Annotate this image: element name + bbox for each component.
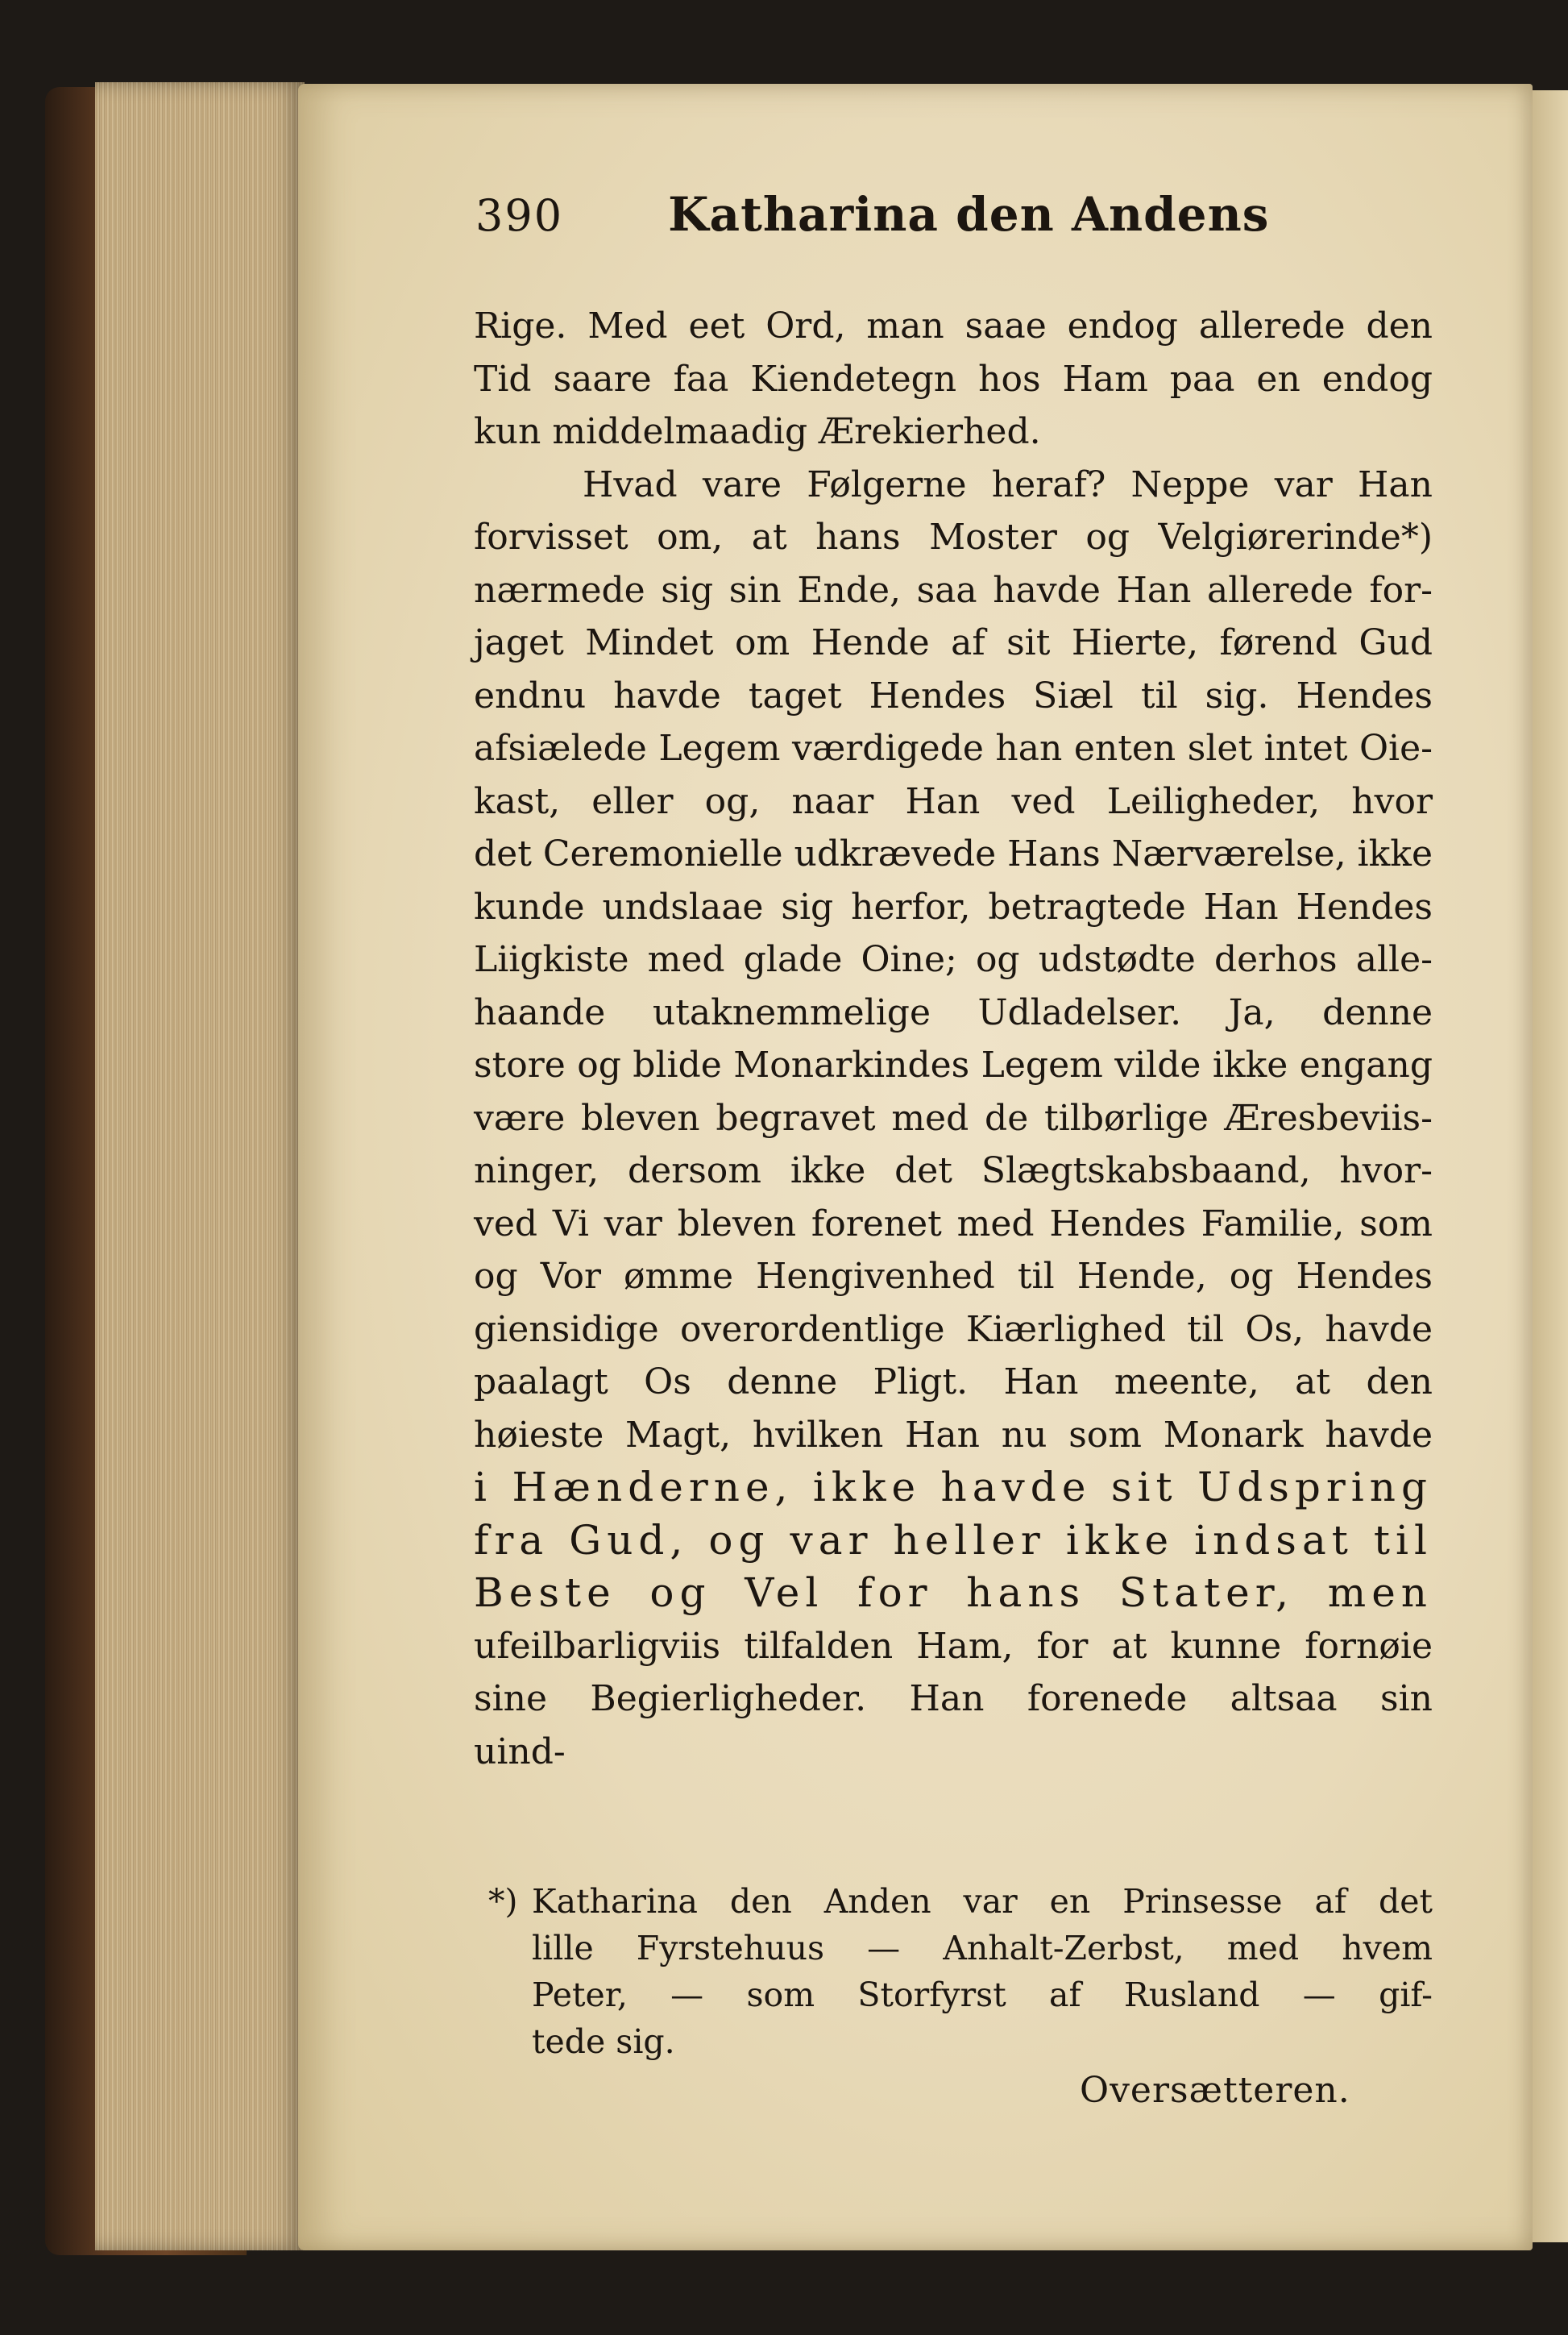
text-line-emphasized: fra Gud, og var heller ikke indsat til [474,1516,1433,1564]
footnote-line: tede sig. [532,2022,675,2061]
text-line-emphasized: Beste og Vel for hans Stater, men [474,1569,1433,1616]
text-line: Hvad vare Følgerne heraf? Neppe var Han [583,463,1433,505]
text-line: og Vor ømme Hengivenhed til Hende, og Hendes [474,1256,1433,1297]
footnote-signature: Oversætteren. [1080,2070,1350,2111]
text-line: paalagt Os denne Pligt. Han meente, at den [474,1361,1433,1402]
page-header [475,187,1281,260]
text-line: kunde undslaae sig herfor, betragtede Han Hendes [474,886,1433,928]
page-number: 390 [475,190,564,241]
text-line: giensidige overordentlige Kiærlighed til Os, havde [474,1308,1433,1350]
footnote-line: Katharina den Anden var en Prinsesse af det [532,1882,1433,1921]
text-line: være bleven begravet med de tilbørlige Æresbeviis- [474,1097,1433,1139]
text-line: Rige. Med eet Ord, man saae endog allerede den [474,305,1433,347]
facing-page-edge [1533,90,1568,2242]
running-head: Katharina den Andens [668,187,1270,242]
text-line: store og blide Monarkindes Legem vilde ikke engang [474,1045,1433,1086]
text-line: sine Begierligheder. Han forenede altsaa sin [474,1678,1433,1719]
footnote [488,1878,1433,2065]
text-line: det Ceremonielle udkrævede Hans Nærværelse, ikke [474,833,1433,875]
text-line: afsiælede Legem værdigede han enten slet intet Oie- [474,728,1433,769]
text-line: kun middelmaadig Ærekierhed. [474,411,1041,452]
text-line: forvisset om, at hans Moster og Velgiørerinde*) [474,517,1433,558]
text-line: ved Vi var bleven forenet med Hendes Familie, som [474,1203,1433,1244]
text-line: ninger, dersom ikke det Slægtskabsbaand, hvor- [474,1150,1433,1191]
text-line: ufeilbarligviis tilfalden Ham, for at kunne fornøie [474,1625,1433,1667]
text-line: endnu havde taget Hendes Siæl til sig. Hendes [474,675,1433,717]
text-line: jaget Mindet om Hende af sit Hierte, førend Gud [474,622,1433,663]
text-line: haande utaknemmelige Udladelser. Ja, denne [474,991,1433,1033]
footnote-marker: *) [488,1882,518,1921]
catchword: uind- [474,1730,566,1772]
footnote-line: Peter, — som Storfyrst af Rusland — gif- [532,1976,1433,2014]
text-line: Tid saare faa Kiendetegn hos Ham paa en endog [474,358,1433,400]
text-line: kast, eller og, naar Han ved Leiligheder, hvor [474,780,1433,822]
text-line: Liigkiste med glade Oine; og udstødte derhos alle- [474,939,1433,980]
text-line-emphasized: i Hænderne, ikke havde sit Udspring [474,1464,1433,1510]
text-line: høieste Magt, hvilken Han nu som Monark havde [474,1414,1433,1456]
text-line: nærmede sig sin Ende, saa havde Han allerede for- [474,569,1433,611]
body-text [474,300,1433,1778]
footnote-line: lille Fyrstehuus — Anhalt-Zerbst, med hvem [532,1929,1433,1967]
page-block-edges [95,82,305,2250]
